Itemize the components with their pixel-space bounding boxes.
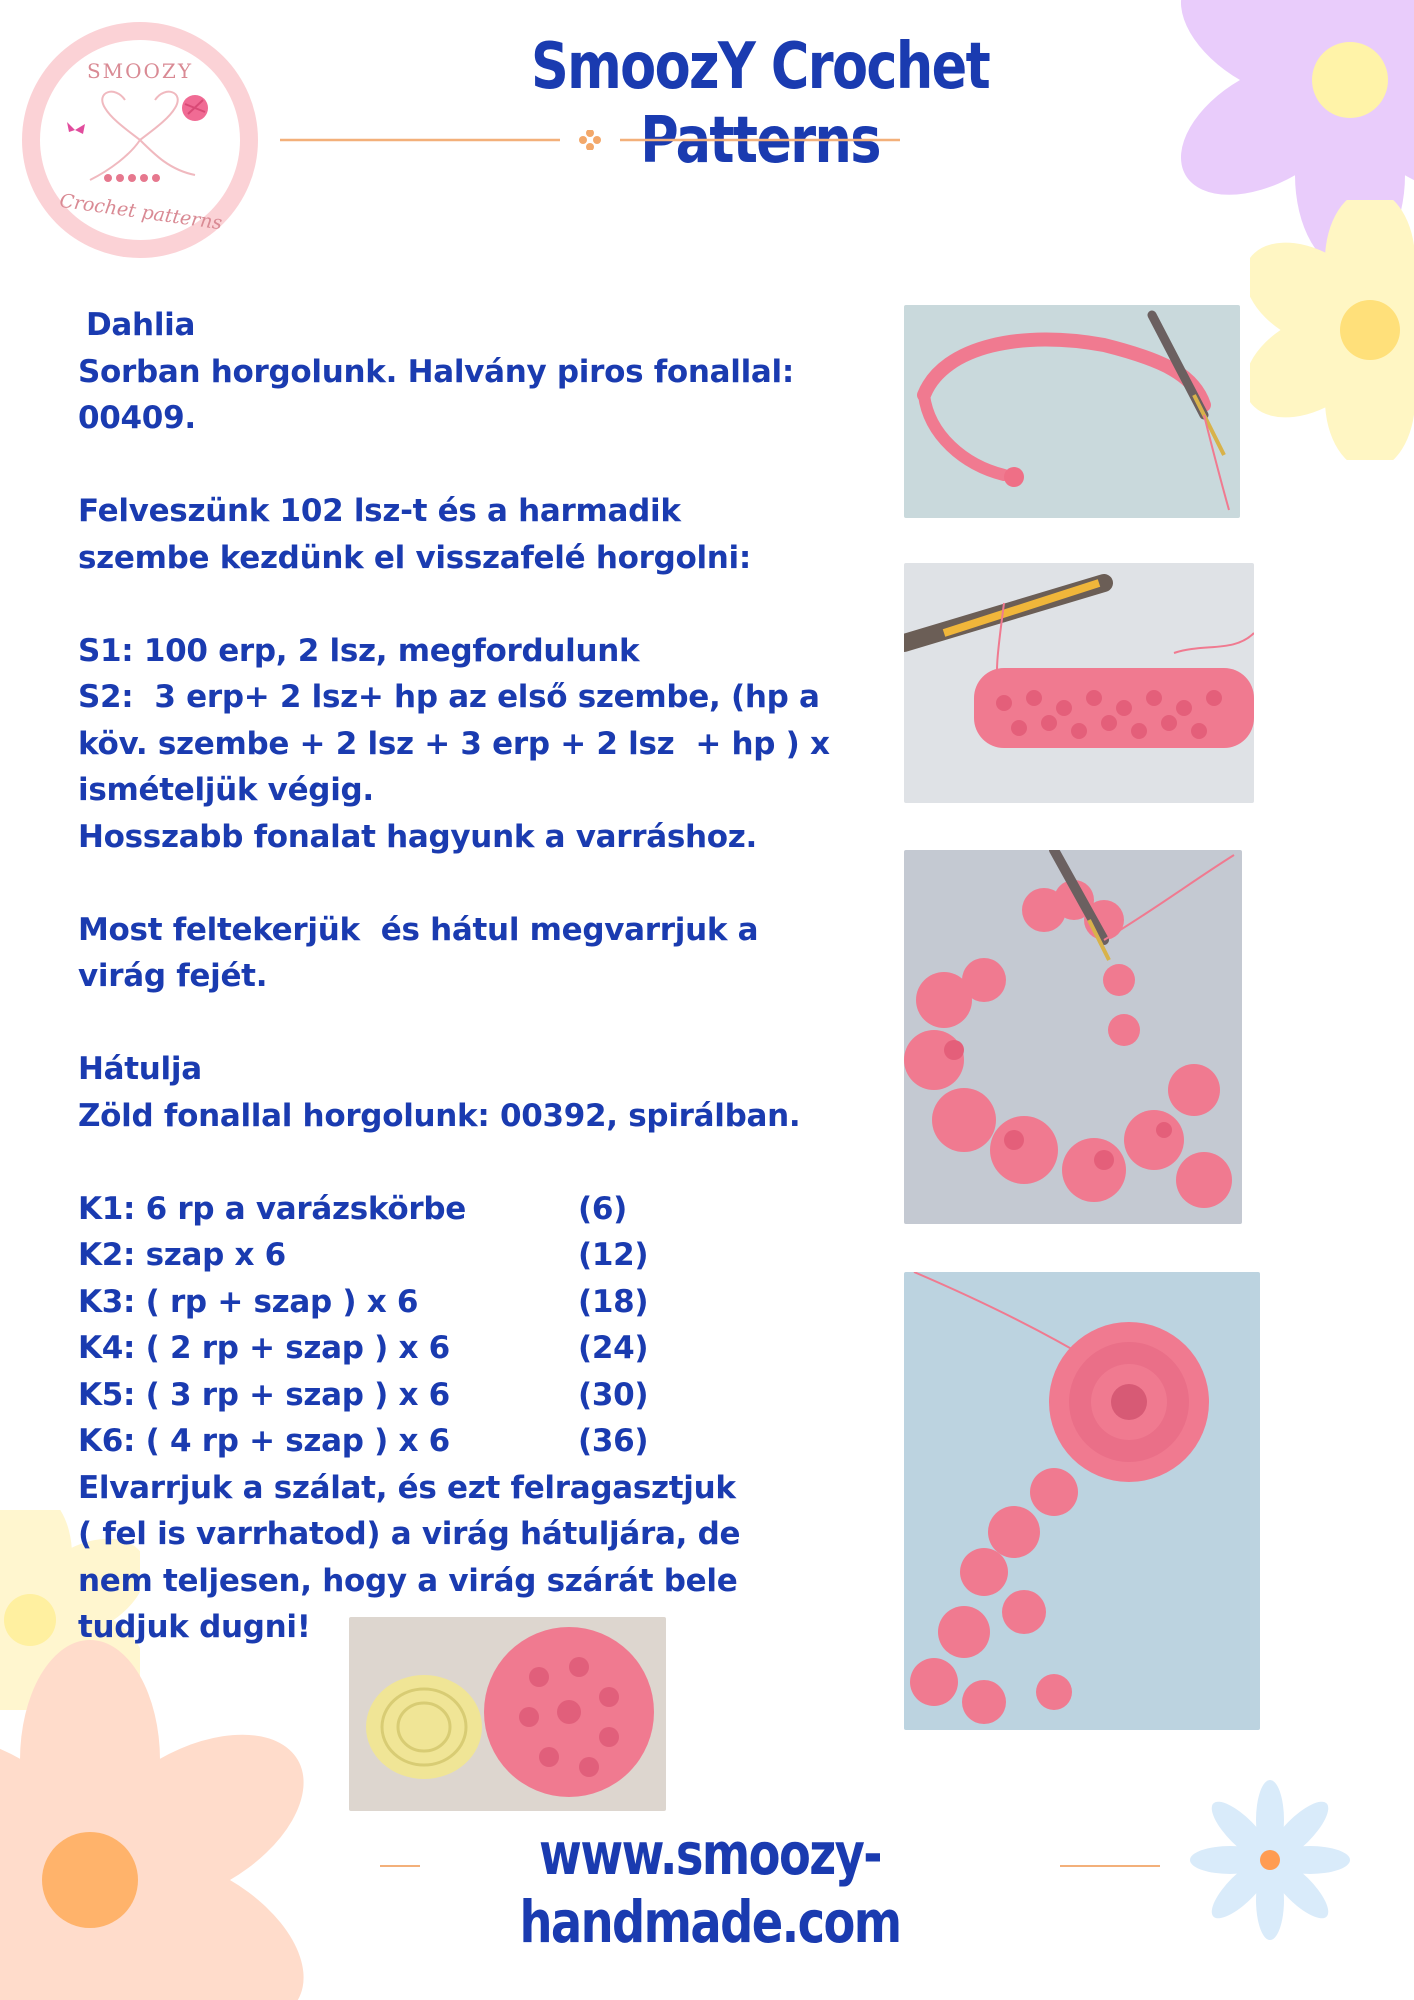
decor-flower-bottom-left-peach xyxy=(0,1640,330,2000)
round-row xyxy=(78,1325,830,1372)
photo-first-row-closeup xyxy=(904,563,1254,803)
pattern-text xyxy=(78,302,830,1651)
round-label: K1: 6 rp a varázskörbe xyxy=(78,1190,466,1227)
chain-instruction-line: szembe kezdünk el visszafelé horgolni: xyxy=(78,539,751,576)
finish-line: Elvarrjuk a szálat, és ezt felragasztjuk xyxy=(78,1469,736,1506)
brand-logo xyxy=(20,20,260,260)
row-instruction: ismételjük végig. xyxy=(78,772,374,808)
round-count: (24) xyxy=(578,1330,649,1366)
decor-flower-right-yellow xyxy=(1250,200,1414,460)
round-row xyxy=(78,1186,830,1233)
round-count: (36) xyxy=(578,1423,649,1459)
logo-bottom-text: Crochet patterns xyxy=(58,189,224,235)
round-row xyxy=(78,1279,830,1326)
assembly-line: virág fejét. xyxy=(78,958,268,994)
intro-line: Sorban horgolunk. Halvány piros fonallal: xyxy=(78,353,794,390)
photo-ruffled-strip xyxy=(904,850,1242,1224)
row-instruction: S2: 3 erp+ 2 lsz+ hp az első szembe, (hp a xyxy=(78,679,820,715)
pattern-name: Dahlia xyxy=(86,307,196,343)
finish-line: tudjuk dugni! xyxy=(78,1609,311,1645)
decor-flower-bottom-right-blue xyxy=(1190,1780,1350,1940)
intro-line: 00409. xyxy=(78,400,196,436)
round-count: (18) xyxy=(578,1283,649,1320)
footer-divider-right xyxy=(1060,1864,1160,1868)
photo-chain-with-hook xyxy=(904,305,1240,518)
round-label: K3: ( rp + szap ) x 6 xyxy=(78,1283,419,1320)
assembly-line: Most feltekerjük és hátul megvarrjuk a xyxy=(78,911,759,948)
back-section-title: Hátulja xyxy=(78,1051,202,1087)
round-label: K2: szap x 6 xyxy=(78,1237,286,1273)
chain-instruction-line: Felveszünk 102 lsz-t és a harmadik xyxy=(78,493,681,529)
round-label: K5: ( 3 rp + szap ) x 6 xyxy=(78,1376,450,1413)
back-section-intro: Zöld fonallal horgolunk: 00392, spirálban. xyxy=(78,1097,801,1134)
round-count: (30) xyxy=(578,1376,649,1413)
row-instruction: köv. szembe + 2 lsz + 3 erp + 2 lsz + hp ) x xyxy=(78,725,830,762)
round-label: K4: ( 2 rp + szap ) x 6 xyxy=(78,1330,450,1366)
round-row xyxy=(78,1372,830,1419)
round-row xyxy=(78,1232,830,1279)
round-row xyxy=(78,1418,830,1465)
round-label: K6: ( 4 rp + szap ) x 6 xyxy=(78,1423,450,1459)
logo-top-text: SMOOZY xyxy=(86,59,194,83)
round-count: (6) xyxy=(578,1190,628,1227)
row-instruction: S1: 100 erp, 2 lsz, megfordulunk xyxy=(78,632,640,669)
finish-line: ( fel is varrhatod) a virág hátuljára, de xyxy=(78,1516,741,1552)
footer-divider-left xyxy=(380,1864,420,1868)
photo-back-and-flower xyxy=(349,1617,666,1811)
row-instruction: Hosszabb fonalat hagyunk a varráshoz. xyxy=(78,818,758,855)
round-count: (12) xyxy=(578,1237,649,1273)
title-divider xyxy=(280,130,900,150)
finish-line: nem teljesen, hogy a virág szárát bele xyxy=(78,1562,738,1599)
page-title: SmoozY Crochet Patterns xyxy=(530,30,990,178)
photo-rolled-flower xyxy=(904,1272,1260,1730)
website-url[interactable]: www.smoozy-handmade.com xyxy=(519,1820,901,1956)
